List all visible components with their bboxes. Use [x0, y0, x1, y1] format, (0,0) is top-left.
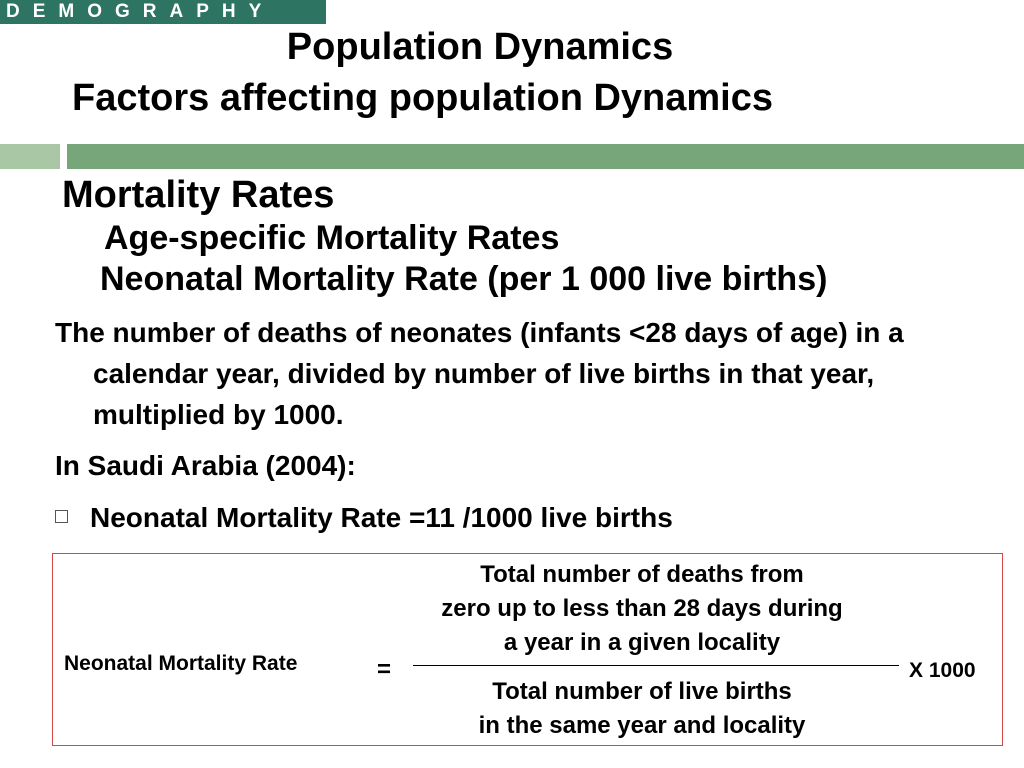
- square-bullet-icon: [55, 510, 68, 523]
- fraction-line: [413, 665, 899, 666]
- heading-neonatal: Neonatal Mortality Rate (per 1 000 live births): [100, 260, 828, 298]
- divider-bar-right: [67, 144, 1024, 169]
- heading-age-specific: Age-specific Mortality Rates: [104, 219, 560, 257]
- slide-subtitle: Factors affecting population Dynamics: [72, 77, 773, 119]
- saudi-heading: In Saudi Arabia (2004):: [55, 450, 356, 481]
- slide-title: Population Dynamics: [286, 26, 674, 68]
- numerator-line: zero up to less than 28 days during: [441, 595, 843, 622]
- formula-numerator: [383, 558, 901, 660]
- section-tag: DEMOGRAPHY: [0, 0, 326, 24]
- numerator-line: a year in a given locality: [503, 629, 781, 656]
- denominator-line: Total number of live births: [492, 678, 792, 705]
- formula-label: Neonatal Mortality Rate: [64, 652, 298, 675]
- formula-multiplier: X 1000: [909, 659, 976, 682]
- formula-box: [52, 553, 1003, 746]
- formula-denominator: [383, 675, 901, 743]
- numerator-line: Total number of deaths from: [480, 561, 804, 588]
- formula-equals: =: [377, 656, 392, 683]
- definition-text: The number of deaths of neonates (infants <28 days of age) in a calendar year, divided by number of live births in that year, multiplied by 1000.: [55, 317, 904, 430]
- divider-bar-left: [0, 144, 60, 169]
- bullet-text: Neonatal Mortality Rate =11 /1000 live births: [90, 502, 673, 533]
- heading-mortality-rates: Mortality Rates: [62, 174, 335, 216]
- denominator-line: in the same year and locality: [478, 712, 806, 739]
- bullet-item: [55, 497, 673, 539]
